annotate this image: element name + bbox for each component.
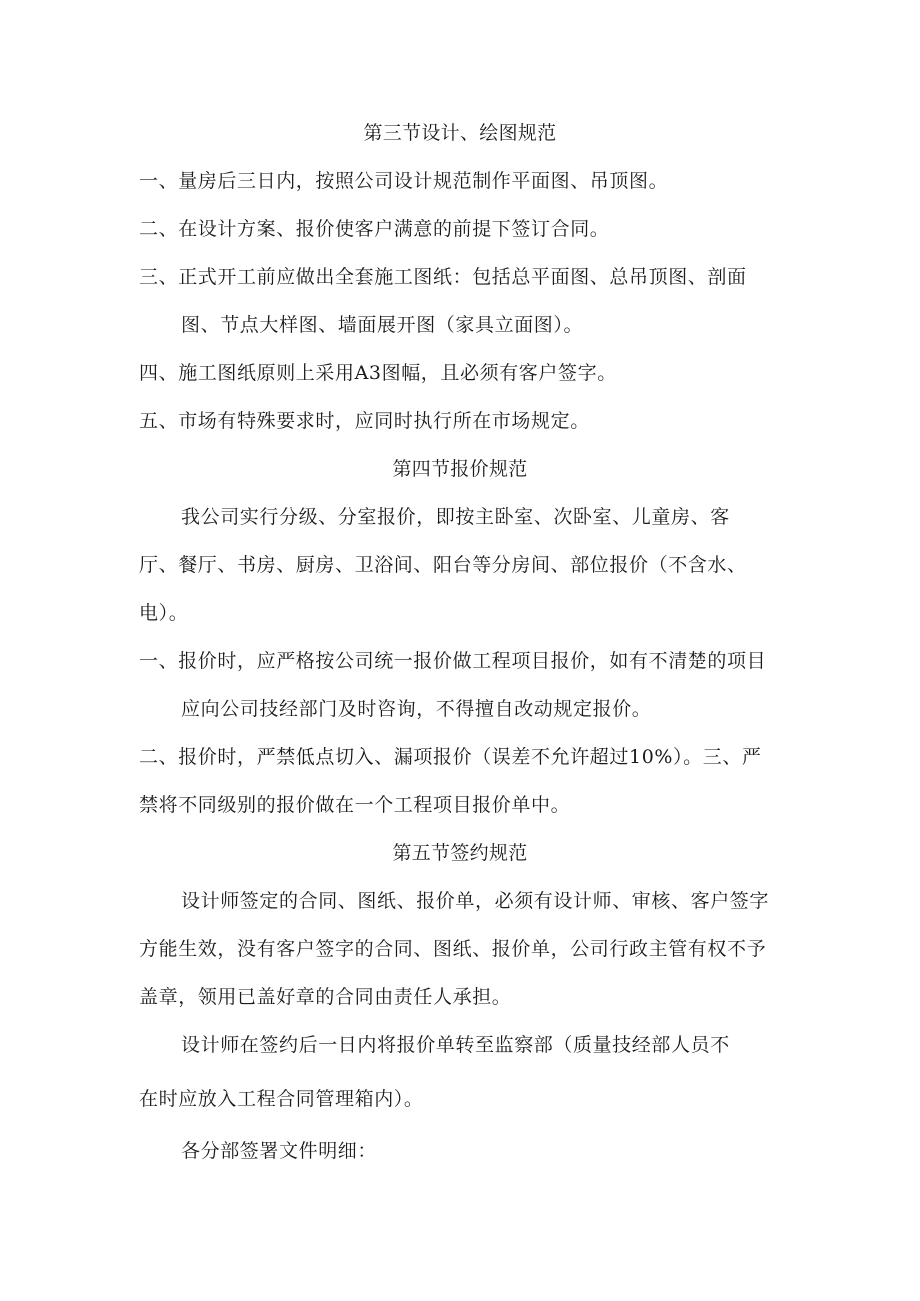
section-3-item-1: 一、量房后三日内，按照公司设计规范制作平面图、吊顶图。 <box>139 170 669 192</box>
section-3-title: 第三节设计、绘图规范 <box>363 122 557 144</box>
section-3-item-5: 五、市场有特殊要求时，应同时执行所在市场规定。 <box>139 410 590 432</box>
section-4-item-2-cont: 禁将不同级别的报价做在一个工程项目报价单中。 <box>139 794 571 816</box>
section-4-intro-line-2: 厅、餐厅、书房、厨房、卫浴间、阳台等分房间、部位报价（不含水、 <box>139 554 747 576</box>
section-5-para-1-line-3: 盖章，领用已盖好章的合同由责任人承担。 <box>139 986 512 1008</box>
section-5-para-1-line-1: 设计师签定的合同、图纸、报价单，必须有设计师、审核、客户签字 <box>181 890 770 912</box>
section-5-para-2-line-1: 设计师在签约后一日内将报价单转至监察部（质量技经部人员不 <box>181 1034 730 1056</box>
section-4-item-2: 二、报价时，严禁低点切入、漏项报价（误差不允许超过10%）。三、严 <box>139 746 762 768</box>
section-3-item-3-cont: 图、节点大样图、墙面展开图（家具立面图）。 <box>181 314 584 336</box>
section-3-item-3: 三、正式开工前应做出全套施工图纸：包括总平面图、总吊顶图、剖面 <box>139 266 747 288</box>
section-4-intro-line-3: 电）。 <box>139 602 189 624</box>
section-5-title: 第五节签约规范 <box>392 842 528 864</box>
section-3-item-2: 二、在设计方案、报价使客户满意的前提下签订合同。 <box>139 218 610 240</box>
section-5-para-3: 各分部签署文件明细： <box>181 1140 378 1162</box>
section-5-para-1-line-2: 方能生效，没有客户签字的合同、图纸、报价单，公司行政主管有权不予 <box>139 938 767 960</box>
section-4-item-1-cont: 应向公司技经部门及时咨询，不得擅自改动规定报价。 <box>181 698 652 720</box>
section-4-intro-line-1: 我公司实行分级、分室报价，即按主卧室、次卧室、儿童房、客 <box>181 506 730 528</box>
section-4-item-1: 一、报价时，应严格按公司统一报价做工程项目报价，如有不清楚的项目 <box>139 650 767 672</box>
section-4-title: 第四节报价规范 <box>392 458 528 480</box>
section-3-item-4: 四、施工图纸原则上采用A3图幅，且必须有客户签字。 <box>139 362 617 384</box>
section-5-para-2-line-2: 在时应放入工程合同管理箱内）。 <box>139 1088 424 1110</box>
